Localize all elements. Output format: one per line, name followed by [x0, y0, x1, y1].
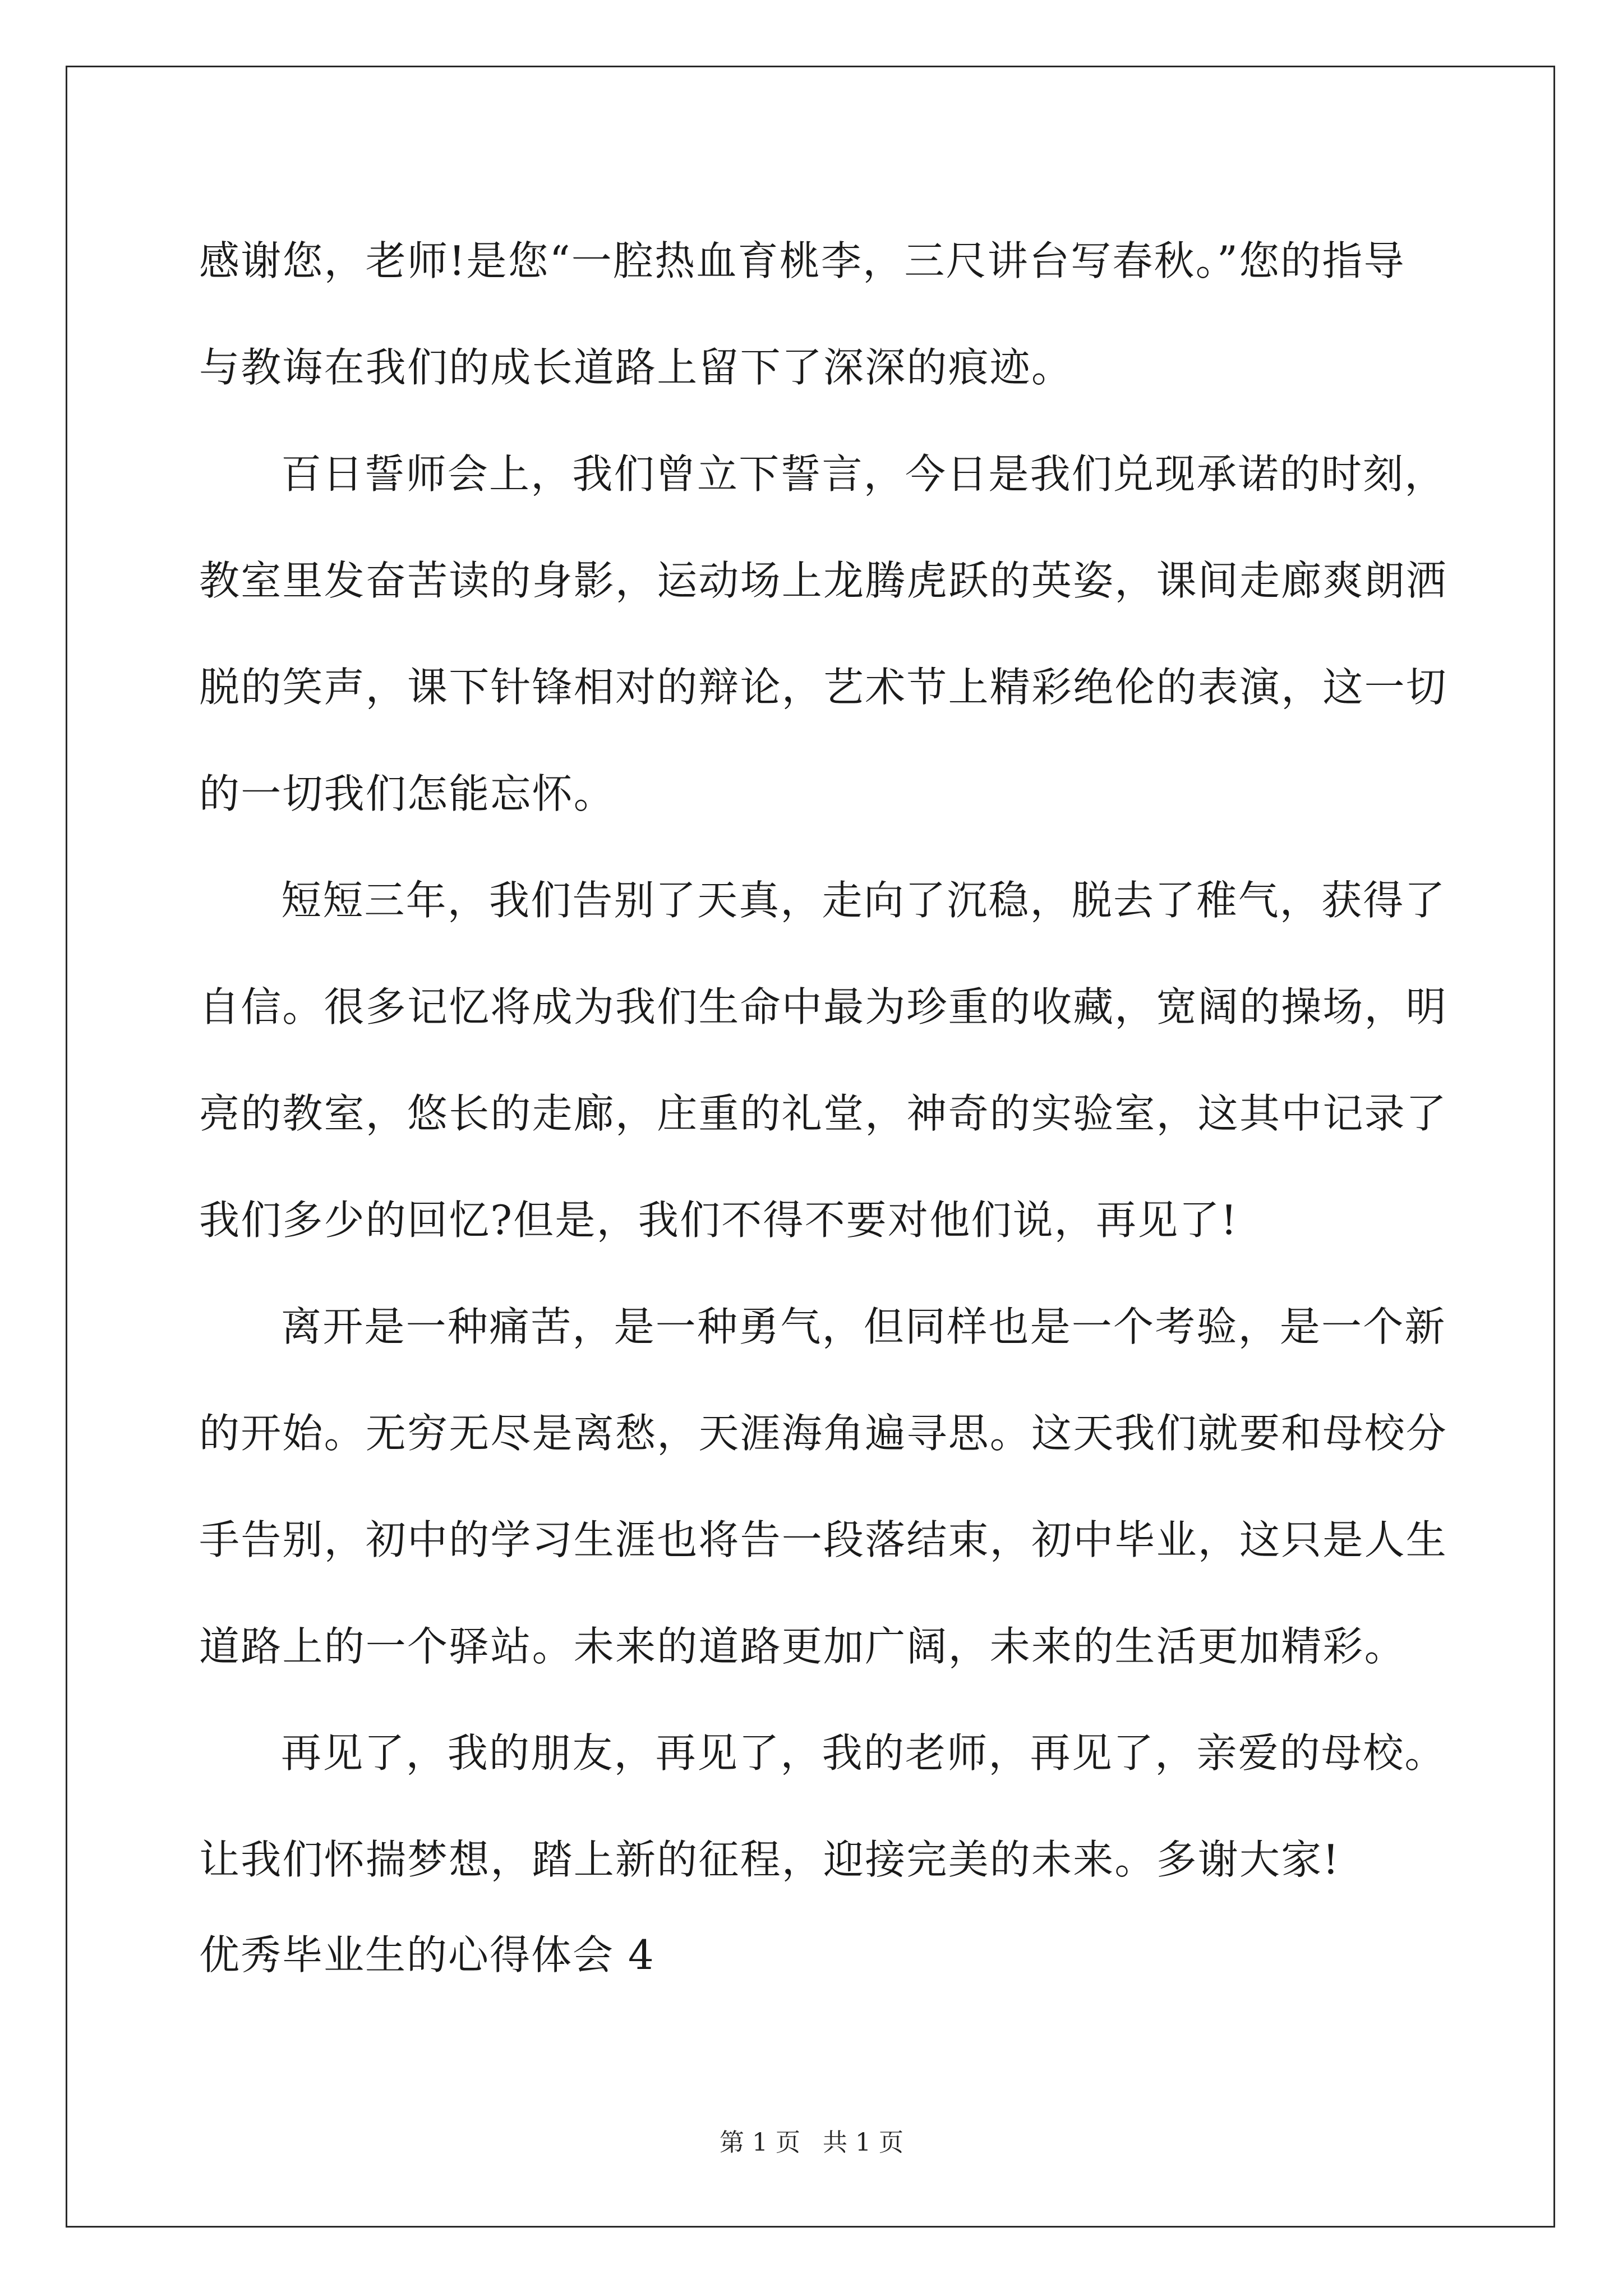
text-line: 让我们怀揣梦想，踏上新的征程，迎接完美的未来。多谢大家!: [199, 1836, 1340, 1883]
page-footer: [0, 2126, 1623, 2160]
text-line: 短短三年，我们告别了天真，走向了沉稳，脱去了稚气，获得了: [281, 877, 1446, 924]
text-line: 脱的笑声，课下针锋相对的辩论，艺术节上精彩绝伦的表演，这一切: [199, 664, 1448, 711]
text-line: 感谢您，老师!是您“一腔热血育桃李，三尺讲台写春秋。”您的指导: [199, 237, 1405, 284]
text-line: 道路上的一个驿站。未来的道路更加广阔，未来的生活更加精彩。: [199, 1623, 1406, 1670]
text-line: 我们多少的回忆?但是，我们不得不要对他们说，再见了!: [199, 1197, 1238, 1244]
page-number-current: 第 1 页: [720, 2128, 800, 2157]
text-line: 的开始。无穷无尽是离愁，天涯海角遍寻思。这天我们就要和母校分: [199, 1410, 1448, 1457]
text-line: 自信。很多记忆将成为我们生命中最为珍重的收藏，宽阔的操场，明: [199, 983, 1448, 1030]
text-line: 的一切我们怎能忘怀。: [199, 770, 616, 817]
document-body: [199, 208, 1448, 1913]
section-heading: 优秀毕业生的心得体会 4: [199, 1931, 655, 1978]
page-number-total: 共 1 页: [823, 2128, 903, 2157]
text-line: 再见了，我的朋友，再见了，我的老师，再见了，亲爱的母校。: [281, 1729, 1446, 1777]
text-line: 教室里发奋苦读的身影，运动场上龙腾虎跃的英姿，课间走廊爽朗洒: [199, 557, 1448, 604]
text-line: 与教诲在我们的成长道路上留下了深深的痕迹。: [199, 344, 1073, 391]
text-line: 百日誓师会上，我们曾立下誓言，今日是我们兑现承诺的时刻，: [281, 450, 1446, 498]
text-line: 亮的教室，悠长的走廊，庄重的礼堂，神奇的实验室，这其中记录了: [199, 1090, 1448, 1137]
text-line: 离开是一种痛苦，是一种勇气，但同样也是一个考验，是一个新: [281, 1303, 1446, 1350]
text-line: 手告别，初中的学习生涯也将告一段落结束，初中毕业，这只是人生: [199, 1516, 1448, 1563]
